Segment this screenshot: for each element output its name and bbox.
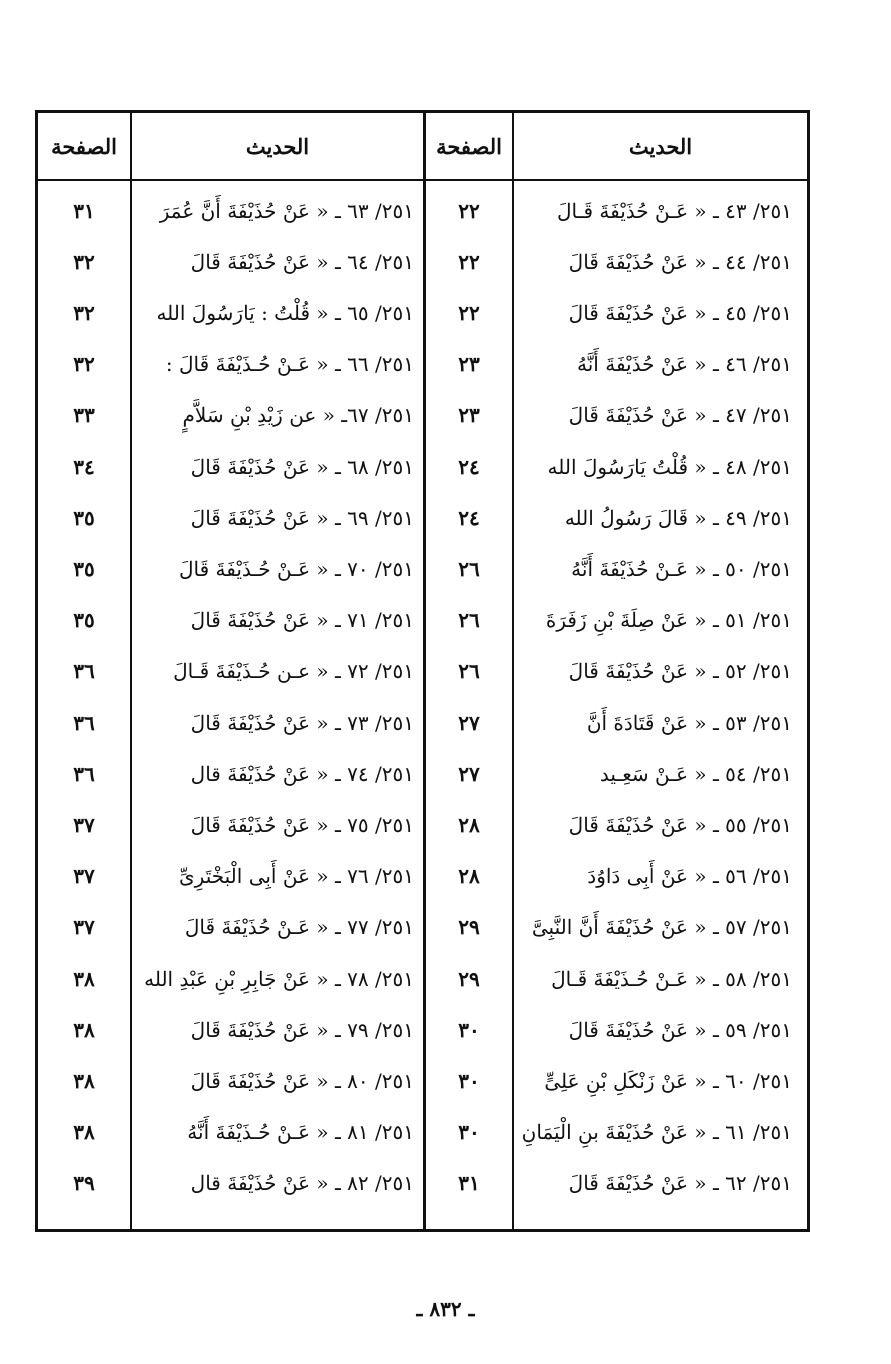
hadith-entry: ٢٥١/ ٥٤ ـ « عَـنْ سَعِـيد	[599, 761, 792, 786]
page-ref: ٣٥	[73, 556, 95, 581]
page-ref: ٣٢	[73, 352, 95, 377]
header-hadith-left: الحديث	[245, 133, 310, 159]
hadith-entry: ٢٥١/ ٧٦ ـ « عَنْ أَبِى الْبَخْتَرِىِّ	[179, 864, 414, 889]
page-ref: ٣٢	[73, 249, 95, 274]
page-ref: ٢٦	[458, 608, 480, 633]
hadith-entry: ٢٥١/ ٦٠ ـ « عَنْ زَنْكَلِ بْنِ عَلِىٍّ	[544, 1068, 792, 1093]
page-ref: ٢٧	[458, 761, 480, 786]
hadith-entry: ٢٥١/ ٥٧ ـ « عَنْ حُذَيْفَةَ أَنَّ النَّبِىَّ	[531, 915, 792, 940]
page-ref: ٣٧	[73, 915, 95, 940]
page-ref: ٢٨	[458, 812, 480, 837]
page-ref: ٣٦	[73, 761, 95, 786]
page-ref: ٣٨	[73, 1017, 95, 1042]
page-ref: ٢٦	[458, 659, 480, 684]
hadith-entry: ٢٥١/ ٧٨ ـ « عَنْ جَابِرِ بْنِ عَبْدِ الله	[144, 966, 414, 991]
page-ref: ٢٣	[458, 403, 480, 428]
page-ref: ٢٢	[458, 249, 480, 274]
page-ref: ٣٢	[73, 300, 95, 325]
hadith-entry: ٢٥١/ ٦٤ ـ « عَنْ حُذَيْفَةَ قَالَ	[190, 249, 414, 274]
hadith-entry: ٢٥١/ ٦٨ ـ « عَنْ حُذَيْفَةَ قَالَ	[190, 454, 414, 479]
page-ref: ٣٠	[458, 1068, 480, 1093]
page-ref: ٣٨	[73, 966, 95, 991]
page-ref: ٢٨	[458, 864, 480, 889]
page-ref: ٣٠	[458, 1120, 480, 1145]
page-ref: ٣١	[73, 198, 95, 223]
page-ref: ٣٠	[458, 1017, 480, 1042]
page-ref: ٢٩	[458, 915, 480, 940]
page-ref: ٣١	[458, 1171, 480, 1196]
hadith-entry: ٢٥١/ ٥٥ ـ « عَنْ حُذَيْفَةَ قَالَ	[568, 812, 792, 837]
column-divider	[512, 113, 514, 1229]
page-ref: ٣٦	[73, 710, 95, 735]
page-ref: ٣٦	[73, 659, 95, 684]
hadith-entry: ٢٥١/ ٤٧ ـ « عَنْ حُذَيْفَةَ قَالَ	[568, 403, 792, 428]
page-ref: ٢٧	[458, 710, 480, 735]
hadith-entry: ٢٥١/ ٥٠ ـ « عَـنْ حُذَيْفَةَ أَنَّهُ	[571, 556, 792, 581]
hadith-entry: ٢٥١/ ٥١ ـ « عَنْ صِلَةَ بْنِ زَفَرَةَ	[545, 608, 792, 633]
page-ref: ٣٧	[73, 812, 95, 837]
hadith-entry: ٢٥١/ ٥٩ ـ « عَنْ حُذَيْفَةَ قَالَ	[568, 1017, 792, 1042]
hadith-entry: ٢٥١/ ٦٧ـ « عن زَيْدِ بْنِ سَلاَّمٍ	[182, 403, 414, 428]
page-ref: ٣٤	[73, 454, 95, 479]
header-page-left: الصفحة	[51, 133, 117, 159]
page-ref: ٣٧	[73, 864, 95, 889]
header-divider	[38, 179, 807, 181]
hadith-entry: ٢٥١/ ٥٦ ـ « عَنْ أَبِى دَاوُدَ	[587, 864, 792, 889]
hadith-entry: ٢٥١/ ٦٢ ـ « عَنْ حُذَيْفَةَ قَالَ	[568, 1171, 792, 1196]
header-page-right: الصفحة	[436, 133, 502, 159]
page-ref: ٢٤	[458, 454, 480, 479]
hadith-entry: ٢٥١/ ٧٠ ـ « عَـنْ حُـذَيْفَةَ قَالَ	[178, 556, 414, 581]
page-ref: ٢٢	[458, 198, 480, 223]
page-ref: ٣٣	[73, 403, 95, 428]
hadith-entry: ٢٥١/ ٤٣ ـ « عَـنْ حُذَيْفَةَ قَـالَ	[556, 198, 792, 223]
hadith-entry: ٢٥١/ ٦٣ ـ « عَنْ حُذَيْفَةَ أَنَّ عُمَرَ	[159, 198, 414, 223]
hadith-entry: ٢٥١/ ٤٩ ـ « قَالَ رَسُولُ الله	[564, 505, 792, 530]
hadith-entry: ٢٥١/ ٧٣ ـ « عَنْ حُذَيْفَةَ قَالَ	[190, 710, 414, 735]
header-hadith-right: الحديث	[628, 133, 693, 159]
hadith-entry: ٢٥١/ ٧١ ـ « عَنْ حُذَيْفَةَ قَالَ	[190, 608, 414, 633]
hadith-entry: ٢٥١/ ٤٦ ـ « عَنْ حُذَيْفَةَ أَنَّهُ	[577, 352, 792, 377]
page-ref: ٣٥	[73, 505, 95, 530]
page-ref: ٣٨	[73, 1068, 95, 1093]
hadith-entry: ٢٥١/ ٤٨ ـ « قُلْتُ يَارَسُولَ الله	[547, 454, 792, 479]
page-ref: ٣٩	[73, 1171, 95, 1196]
hadith-entry: ٢٥١/ ٦٥ ـ « قُلْتُ : يَارَسُولَ الله	[156, 300, 414, 325]
page-number: ـ ٨٣٢ ـ	[416, 1297, 475, 1321]
hadith-entry: ٢٥١/ ٤٥ ـ « عَنْ حُذَيْفَةَ قَالَ	[568, 300, 792, 325]
hadith-entry: ٢٥١/ ٧٩ ـ « عَنْ حُذَيْفَةَ قَالَ	[190, 1017, 414, 1042]
hadith-entry: ٢٥١/ ٨٢ ـ « عَنْ حُذَيْفَةَ قال	[190, 1171, 414, 1196]
hadith-entry: ٢٥١/ ٤٤ ـ « عَنْ حُذَيْفَةَ قَالَ	[568, 249, 792, 274]
hadith-entry: ٢٥١/ ٦٦ ـ « عَـنْ حُـذَيْفَةَ قَالَ :	[165, 352, 414, 377]
page-ref: ٢٤	[458, 505, 480, 530]
hadith-entry: ٢٥١/ ٧٤ ـ « عَنْ حُذَيْفَةَ قال	[190, 761, 414, 786]
page-ref: ٢٩	[458, 966, 480, 991]
hadith-entry: ٢٥١/ ٦٩ ـ « عَنْ حُذَيْفَةَ قَالَ	[190, 505, 414, 530]
page-ref: ٣٥	[73, 608, 95, 633]
page-ref: ٣٨	[73, 1120, 95, 1145]
hadith-entry: ٢٥١/ ٦١ ـ « عَنْ حُذَيْفَةَ بنِ الْيَمَانِ	[521, 1120, 792, 1145]
column-divider	[130, 113, 132, 1229]
hadith-entry: ٢٥١/ ٥٨ ـ « عَـنْ حُـذَيْفَةَ قَـالَ	[551, 966, 792, 991]
page-ref: ٢٢	[458, 300, 480, 325]
hadith-entry: ٢٥١/ ٧٥ ـ « عَنْ حُذَيْفَةَ قَالَ	[190, 812, 414, 837]
hadith-entry: ٢٥١/ ٧٢ ـ « عـن حُـذَيْفَةَ قَـالَ	[173, 659, 414, 684]
hadith-entry: ٢٥١/ ٨٠ ـ « عَنْ حُذَيْفَةَ قَالَ	[190, 1068, 414, 1093]
hadith-entry: ٢٥١/ ٥٣ ـ « عَنْ قَتَادَةَ أَنَّ	[586, 710, 792, 735]
hadith-entry: ٢٥١/ ٥٢ ـ « عَنْ حُذَيْفَةَ قَالَ	[568, 659, 792, 684]
hadith-entry: ٢٥١/ ٧٧ ـ « عَـنْ حُذَيْفَةَ قَالَ	[184, 915, 414, 940]
page-ref: ٢٦	[458, 556, 480, 581]
index-table	[35, 110, 810, 1232]
hadith-entry: ٢٥١/ ٨١ ـ « عَـنْ حُـذَيْفَةَ أَنَّهُ	[187, 1120, 414, 1145]
page-ref: ٢٣	[458, 352, 480, 377]
